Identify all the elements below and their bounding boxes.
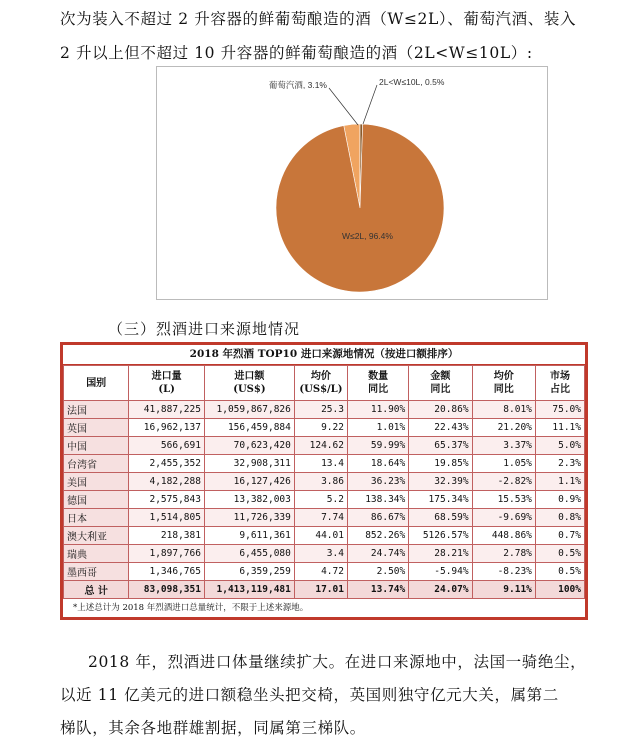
value-cell: 5126.57% (409, 527, 472, 545)
value-cell: 175.34% (409, 491, 472, 509)
value-cell: 36.23% (347, 473, 408, 491)
table-row (64, 437, 585, 455)
closing-line-1: 2018 年，烈酒进口体量继续扩大。在进口来源地中，法国一骑绝尘， (88, 653, 587, 671)
country-cell: 总 计 (64, 581, 129, 599)
pie-slice-label: 葡萄汽酒, 3.1% (268, 80, 327, 90)
value-cell: 9.22 (294, 419, 347, 437)
value-cell: -5.94% (409, 563, 472, 581)
column-header (64, 366, 129, 401)
value-cell: 1,897,766 (129, 545, 205, 563)
value-cell: 1,346,765 (129, 563, 205, 581)
value-cell: 20.86% (409, 401, 472, 419)
value-cell: 2,455,352 (129, 455, 205, 473)
value-cell: 19.85% (409, 455, 472, 473)
column-header (472, 366, 535, 401)
table-row (64, 509, 585, 527)
value-cell: 68.59% (409, 509, 472, 527)
value-cell: 0.5% (535, 545, 584, 563)
value-cell: 13.4 (294, 455, 347, 473)
column-header-line2: 同比 (493, 384, 514, 395)
country-cell: 德国 (64, 491, 129, 509)
value-cell: -9.69% (472, 509, 535, 527)
column-header-line2: 占比 (549, 384, 570, 395)
country-cell: 日本 (64, 509, 129, 527)
value-cell: 22.43% (409, 419, 472, 437)
value-cell: 2,575,843 (129, 491, 205, 509)
total-row (64, 581, 585, 599)
column-header-line1: 数量 (368, 371, 389, 382)
column-header-line1: 进口量 (151, 371, 182, 382)
table-row (64, 401, 585, 419)
value-cell: 24.74% (347, 545, 408, 563)
data-table (63, 365, 585, 599)
pie-slice-label: 2L<W≤10L, 0.5% (379, 77, 445, 87)
column-header-line1: 均价 (493, 371, 514, 382)
column-header-line1: 均价 (310, 371, 331, 382)
value-cell: 3.4 (294, 545, 347, 563)
value-cell: 24.07% (409, 581, 472, 599)
value-cell: 1.01% (347, 419, 408, 437)
column-header (347, 366, 408, 401)
column-header-line1: 进口额 (234, 371, 265, 382)
value-cell: 0.7% (535, 527, 584, 545)
country-cell: 中国 (64, 437, 129, 455)
country-cell: 澳大利亚 (64, 527, 129, 545)
column-header-line2: (US$) (233, 384, 266, 395)
value-cell: 156,459,884 (204, 419, 294, 437)
table-row (64, 527, 585, 545)
leader-line (329, 88, 358, 125)
column-header-line1: 金额 (430, 371, 451, 382)
column-header-line2: 同比 (430, 384, 451, 395)
table-row (64, 545, 585, 563)
value-cell: 44.01 (294, 527, 347, 545)
table-note: *上述总计为 2018 年烈酒进口总量统计，不限于上述来源地。 (73, 603, 309, 613)
value-cell: 25.3 (294, 401, 347, 419)
value-cell: 32,908,311 (204, 455, 294, 473)
table-header-row (64, 366, 585, 401)
value-cell: 1,059,867,826 (204, 401, 294, 419)
value-cell: 3.86 (294, 473, 347, 491)
value-cell: 448.86% (472, 527, 535, 545)
value-cell: 15.53% (472, 491, 535, 509)
table-title: 2018 年烈酒 TOP10 进口来源地情况（按进口额排序） (63, 345, 585, 365)
value-cell: 13,382,003 (204, 491, 294, 509)
section-heading: （三）烈酒进口来源地情况 (108, 320, 301, 338)
table-row (64, 491, 585, 509)
table-row (64, 455, 585, 473)
column-header-line1: 国别 (86, 377, 107, 389)
value-cell: 1,514,805 (129, 509, 205, 527)
column-header (129, 366, 205, 401)
column-header (535, 366, 584, 401)
country-cell: 台湾省 (64, 455, 129, 473)
value-cell: 4,182,288 (129, 473, 205, 491)
closing-line-3: 梯队，其余各地群雄割据，同属第三梯队。 (60, 719, 366, 737)
country-cell: 瑞典 (64, 545, 129, 563)
value-cell: 9.11% (472, 581, 535, 599)
column-header (294, 366, 347, 401)
value-cell: 3.37% (472, 437, 535, 455)
value-cell: 8.01% (472, 401, 535, 419)
value-cell: 138.34% (347, 491, 408, 509)
value-cell: 5.0% (535, 437, 584, 455)
value-cell: 86.67% (347, 509, 408, 527)
closing-line-2: 以近 11 亿美元的进口额稳坐头把交椅，英国则独守亿元大关，属第二 (60, 686, 559, 704)
value-cell: -8.23% (472, 563, 535, 581)
value-cell: 100% (535, 581, 584, 599)
value-cell: 6,455,080 (204, 545, 294, 563)
leader-line (363, 85, 377, 124)
value-cell: 7.74 (294, 509, 347, 527)
value-cell: 83,098,351 (129, 581, 205, 599)
value-cell: 218,381 (129, 527, 205, 545)
value-cell: 2.50% (347, 563, 408, 581)
table-row (64, 419, 585, 437)
value-cell: 2.3% (535, 455, 584, 473)
country-cell: 墨西哥 (64, 563, 129, 581)
value-cell: 6,359,259 (204, 563, 294, 581)
country-cell: 美国 (64, 473, 129, 491)
value-cell: 9,611,361 (204, 527, 294, 545)
value-cell: 16,962,137 (129, 419, 205, 437)
value-cell: 65.37% (409, 437, 472, 455)
value-cell: 70,623,420 (204, 437, 294, 455)
value-cell: 2.78% (472, 545, 535, 563)
value-cell: 16,127,426 (204, 473, 294, 491)
column-header-line2: (US$/L) (299, 384, 343, 395)
country-cell: 英国 (64, 419, 129, 437)
value-cell: 32.39% (409, 473, 472, 491)
pie-slice-label: W≤2L, 96.4% (342, 231, 393, 241)
value-cell: 41,887,225 (129, 401, 205, 419)
spirits-import-table (60, 342, 588, 620)
column-header-line2: (L) (158, 384, 175, 395)
closing-paragraph (60, 646, 605, 745)
pie-chart (156, 66, 548, 300)
value-cell: 21.20% (472, 419, 535, 437)
value-cell: 1.05% (472, 455, 535, 473)
intro-line-2: 2 升以上但不超过 10 升容器的鲜葡萄酿造的酒（2L<W≤10L）: (60, 44, 533, 62)
value-cell: 1,413,119,481 (204, 581, 294, 599)
intro-line-1: 次为装入不超过 2 升容器的鲜葡萄酿造的酒（W≤2L）、葡萄汽酒、装入 (60, 10, 577, 28)
column-header (204, 366, 294, 401)
value-cell: 124.62 (294, 437, 347, 455)
value-cell: 75.0% (535, 401, 584, 419)
value-cell: 17.01 (294, 581, 347, 599)
value-cell: 11.90% (347, 401, 408, 419)
pie-chart-svg (157, 67, 547, 299)
table-row (64, 473, 585, 491)
intro-paragraph (60, 2, 605, 70)
column-header-line1: 市场 (549, 371, 570, 382)
column-header-line2: 同比 (368, 384, 389, 395)
column-header (409, 366, 472, 401)
value-cell: 566,691 (129, 437, 205, 455)
value-cell: 18.64% (347, 455, 408, 473)
value-cell: -2.82% (472, 473, 535, 491)
value-cell: 1.1% (535, 473, 584, 491)
value-cell: 5.2 (294, 491, 347, 509)
value-cell: 0.8% (535, 509, 584, 527)
value-cell: 11.1% (535, 419, 584, 437)
value-cell: 0.9% (535, 491, 584, 509)
country-cell: 法国 (64, 401, 129, 419)
value-cell: 4.72 (294, 563, 347, 581)
value-cell: 13.74% (347, 581, 408, 599)
value-cell: 59.99% (347, 437, 408, 455)
value-cell: 11,726,339 (204, 509, 294, 527)
table-row (64, 563, 585, 581)
value-cell: 28.21% (409, 545, 472, 563)
value-cell: 852.26% (347, 527, 408, 545)
value-cell: 0.5% (535, 563, 584, 581)
